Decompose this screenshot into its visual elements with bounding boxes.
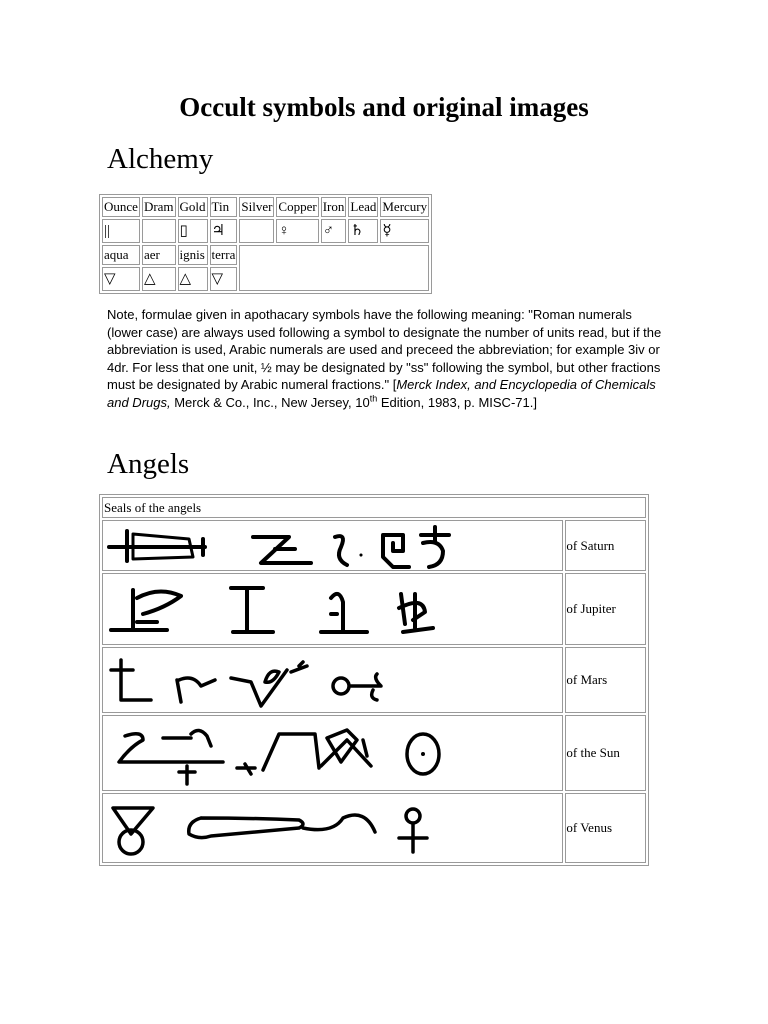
aer-symbol: △ bbox=[142, 267, 176, 291]
label-mercury: Mercury bbox=[380, 197, 429, 217]
jupiter-seal-image bbox=[102, 573, 563, 645]
gold-symbol: ▯ bbox=[178, 219, 208, 243]
label-aqua: aqua bbox=[102, 245, 140, 265]
label-terra: terra bbox=[210, 245, 238, 265]
aqua-symbol: ▽ bbox=[102, 267, 140, 291]
seal-row-jupiter bbox=[102, 573, 646, 645]
jupiter-label: of Jupiter bbox=[565, 573, 646, 645]
caption-row bbox=[102, 497, 646, 518]
saturn-seal-glyphs bbox=[103, 521, 559, 570]
seal-row-venus bbox=[102, 793, 646, 863]
jupiter-seal-glyphs bbox=[103, 574, 559, 644]
saturn-seal-image bbox=[102, 520, 563, 571]
label-iron: Iron bbox=[321, 197, 347, 217]
note-citation-title: Merck Index, and Encyclopedia of Chemicals and Drugs, bbox=[107, 377, 656, 410]
venus-seal-glyphs bbox=[103, 794, 559, 862]
label-gold: Gold bbox=[178, 197, 208, 217]
mercury-symbol: ☿ bbox=[380, 219, 429, 243]
dram-symbol bbox=[142, 219, 176, 243]
empty-cell bbox=[239, 245, 429, 291]
terra-symbol: ▽ bbox=[210, 267, 238, 291]
angels-heading: Angels bbox=[107, 448, 190, 480]
label-ignis: ignis bbox=[178, 245, 208, 265]
label-aer: aer bbox=[142, 245, 176, 265]
mars-label: of Mars bbox=[565, 647, 646, 713]
copper-symbol: ♀ bbox=[276, 219, 318, 243]
note-end: Edition, 1983, p. MISC-71.] bbox=[377, 394, 537, 410]
alchemy-symbol-row bbox=[102, 219, 429, 243]
label-tin: Tin bbox=[210, 197, 238, 217]
venus-label: of Venus bbox=[565, 793, 646, 863]
lead-symbol: ♄ bbox=[348, 219, 378, 243]
table-caption: Seals of the angels bbox=[102, 497, 646, 518]
note-publisher: Merck & Co., Inc., New Jersey, 10 bbox=[170, 394, 370, 410]
alchemy-label-row bbox=[102, 197, 429, 217]
sun-seal-image bbox=[102, 715, 563, 791]
element-label-row bbox=[102, 245, 429, 265]
apothecary-note bbox=[107, 306, 667, 412]
silver-symbol bbox=[239, 219, 274, 243]
venus-seal-image bbox=[102, 793, 563, 863]
sun-label: of the Sun bbox=[565, 715, 646, 791]
label-copper: Copper bbox=[276, 197, 318, 217]
mars-seal-glyphs bbox=[103, 648, 559, 712]
page-title: Occult symbols and original images bbox=[179, 92, 589, 122]
sun-seal-glyphs bbox=[103, 716, 559, 790]
note-text: Note, formulae given in apothacary symbols have the following meaning: "Roman numerals (lower case) are always used following a symbol to designate the number of units read, but if the abbreviation is used, Arabic numerals are used and preceed the abbreviation; for example 3iv or 4dr. For less that one unit, ½ may be designated by "ss" following the symbol, but other fractions must be designated by Arabic numeral fractions." [ bbox=[107, 307, 662, 393]
alchemy-heading: Alchemy bbox=[107, 143, 214, 175]
iron-symbol: ♂ bbox=[321, 219, 347, 243]
seal-row-sun bbox=[102, 715, 646, 791]
label-silver: Silver bbox=[239, 197, 274, 217]
ounce-symbol: || bbox=[102, 219, 140, 243]
seal-row-mars bbox=[102, 647, 646, 713]
seal-row-saturn bbox=[102, 520, 646, 571]
alchemy-symbols-table bbox=[99, 194, 432, 294]
mars-seal-image bbox=[102, 647, 563, 713]
label-dram: Dram bbox=[142, 197, 176, 217]
ignis-symbol: △ bbox=[178, 267, 208, 291]
label-lead: Lead bbox=[348, 197, 378, 217]
saturn-label: of Saturn bbox=[565, 520, 646, 571]
label-ounce: Ounce bbox=[102, 197, 140, 217]
tin-symbol: ♃ bbox=[210, 219, 238, 243]
note-superscript: th bbox=[369, 393, 378, 404]
angel-seals-table bbox=[99, 494, 649, 866]
